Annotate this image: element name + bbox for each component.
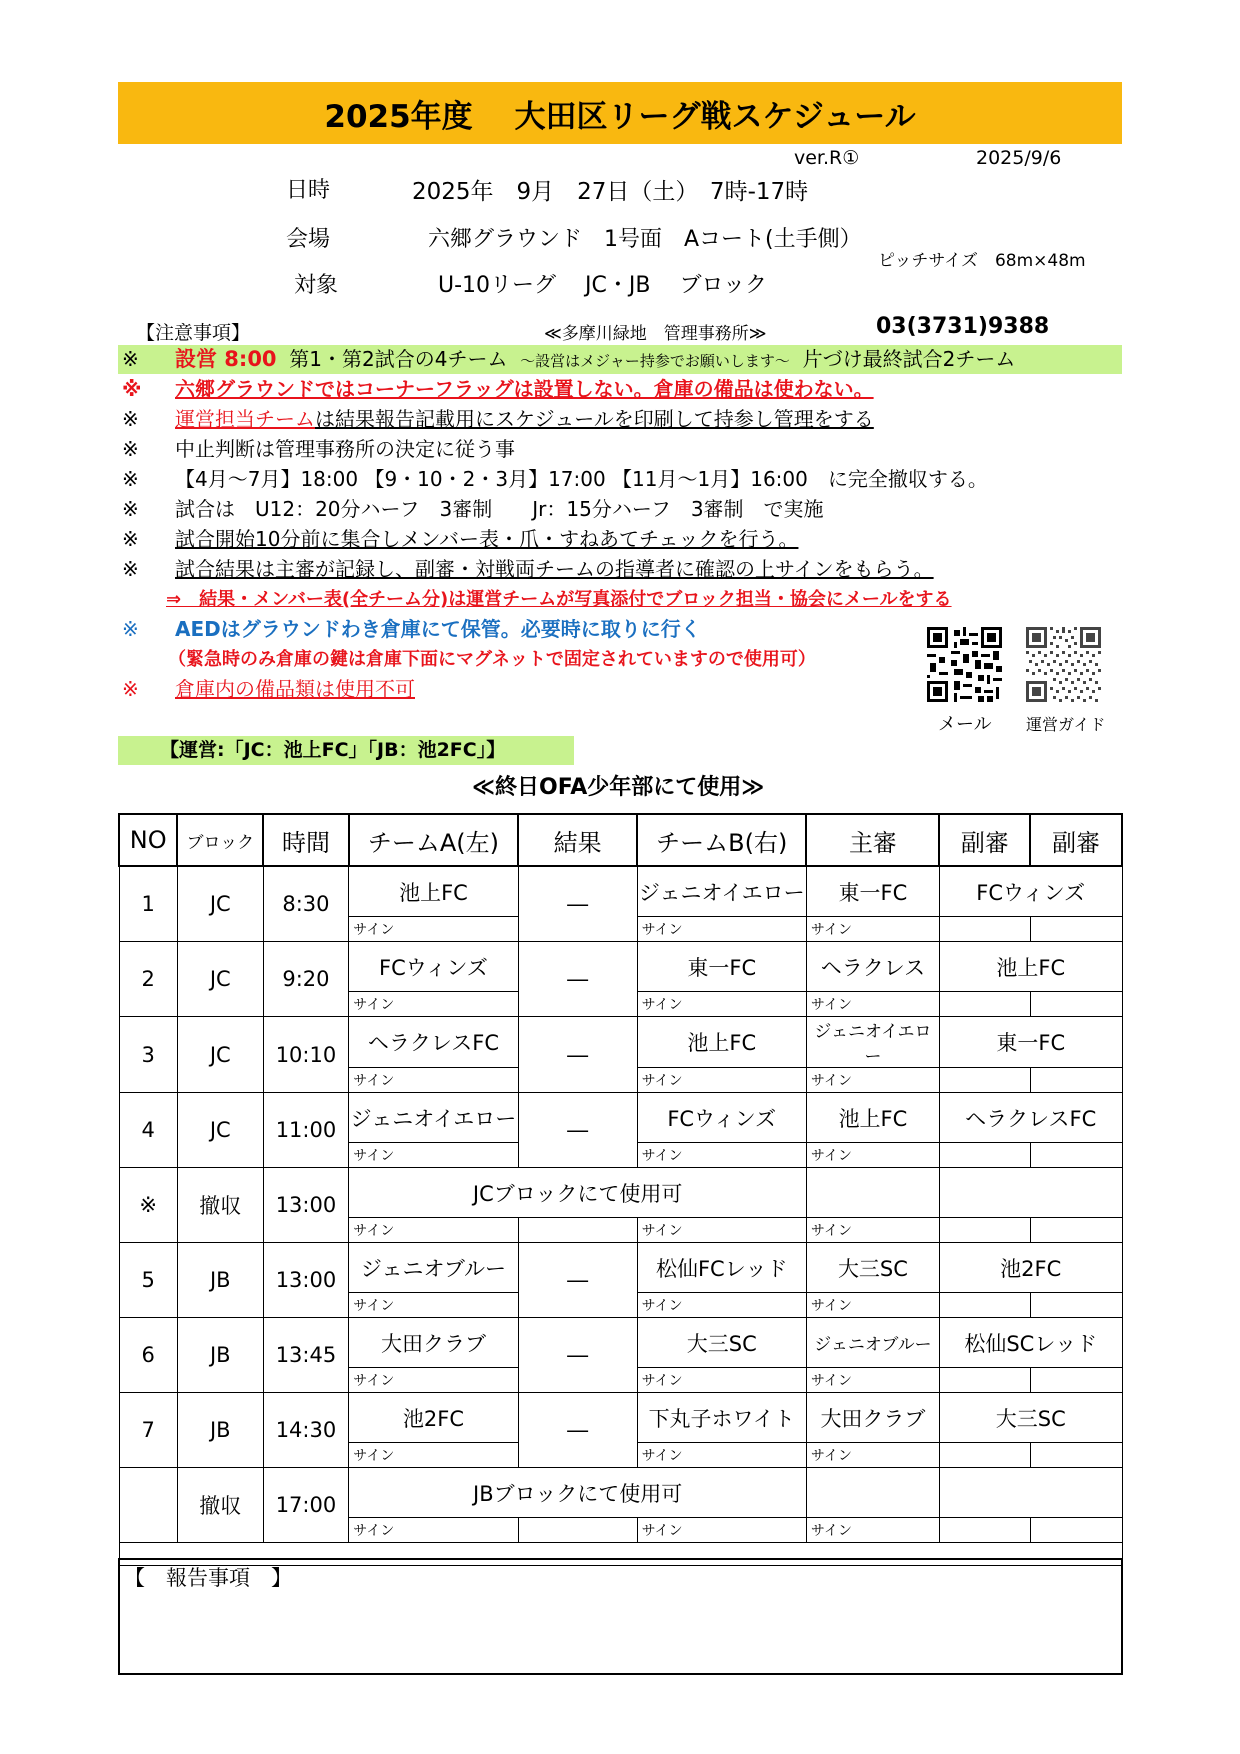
team-a: 大田クラブ (349, 1318, 518, 1368)
assistant-referee: 東一FC (939, 1017, 1122, 1068)
note-text: 試合は U12：20分ハーフ 3審制 Jr：15分ハーフ 3審制 で実施 (175, 497, 824, 521)
note-ops-team (118, 405, 874, 434)
team-a: ジェニオブルー (349, 1243, 518, 1293)
team-b-sign[interactable]: サイン (637, 917, 806, 942)
assistant-1-sign[interactable] (939, 1218, 1030, 1243)
team-a: FCウィンズ (349, 942, 518, 992)
withdraw-text: JCブロックにて使用可 (349, 1168, 807, 1218)
table-row (119, 866, 1122, 917)
assistant-referee: 池2FC (939, 1243, 1122, 1293)
withdraw-label: 撤収 (177, 1168, 263, 1243)
note-mark: ※ (122, 557, 139, 581)
team-b-sign[interactable]: サイン (637, 1443, 806, 1468)
note-mark: ※ (122, 677, 139, 701)
note-text: AEDはグラウンドわき倉庫にて保管。必要時に取りに行く (175, 617, 701, 641)
assistant-2-sign[interactable] (1030, 917, 1122, 942)
operation-teams: 【運営:「JC：池上FC」「JB：池2FC」】 (118, 736, 574, 765)
mail-qr-code[interactable] (927, 627, 1002, 702)
team-a: 池2FC (349, 1393, 518, 1443)
match-block: JB (177, 1243, 263, 1318)
referee-sign[interactable]: サイン (806, 1143, 939, 1168)
assistant-referee: 松仙SCレッド (939, 1318, 1122, 1368)
referee: 池上FC (806, 1093, 939, 1143)
team-b: 松仙FCレッド (637, 1243, 806, 1293)
team-a-sign[interactable]: サイン (349, 992, 518, 1017)
match-block: JB (177, 1318, 263, 1393)
header-no: NO (119, 814, 177, 866)
match-time: 11:00 (263, 1093, 349, 1168)
referee-sign[interactable]: サイン (806, 917, 939, 942)
office-phone: 03(3731)9388 (876, 314, 1050, 339)
note-text: 試合結果は主審が記録し、副審・対戦両チームの指導者に確認の上サインをもらう。 (175, 557, 934, 581)
match-time: 10:10 (263, 1017, 349, 1093)
team-a: ヘラクレスFC (349, 1017, 518, 1068)
result-sign[interactable] (518, 1218, 637, 1243)
match-result: ― (518, 1243, 637, 1318)
table-row (119, 1168, 1122, 1218)
team-b-sign[interactable]: サイン (637, 1293, 806, 1318)
assistant-referee: 大三SC (939, 1393, 1122, 1443)
match-no: 6 (119, 1318, 177, 1393)
match-time: 14:30 (263, 1393, 349, 1468)
match-block: JC (177, 1017, 263, 1093)
table-row (119, 1318, 1122, 1368)
date-value: 2025年 9月 27日（土） 7時-17時 (412, 179, 809, 205)
referee-sign[interactable]: サイン (806, 1218, 939, 1243)
note-corner-flag (118, 375, 874, 404)
assistant-2-sign[interactable] (1030, 1143, 1122, 1168)
match-block: JC (177, 1093, 263, 1168)
empty-cell (806, 1468, 939, 1518)
table-row (119, 1393, 1122, 1443)
date-label: 日時 (286, 178, 331, 203)
table-row (119, 1468, 1122, 1518)
note-mark: ※ (122, 377, 142, 401)
assistant-2-sign[interactable] (1030, 1443, 1122, 1468)
referee-sign[interactable]: サイン (806, 1443, 939, 1468)
table-header (119, 814, 1122, 866)
header-time: 時間 (263, 814, 349, 866)
assistant-1-sign[interactable] (939, 1143, 1030, 1168)
assistant-2-sign[interactable] (1030, 1518, 1122, 1543)
target-label: 対象 (294, 273, 339, 298)
team-a: 池上FC (349, 866, 518, 917)
match-result: ― (518, 1393, 637, 1468)
note-highlight: 運営担当チーム (175, 407, 315, 431)
team-b: 大三SC (637, 1318, 806, 1368)
header-team-b: チームB(右) (637, 814, 806, 866)
referee: ヘラクレス (806, 942, 939, 992)
guide-qr-label: 運営ガイド (1026, 715, 1106, 734)
version: ver.R① (794, 147, 860, 169)
team-b-sign[interactable]: サイン (637, 1068, 806, 1093)
match-result: ― (518, 1017, 637, 1093)
note-text: ⇒ 結果・メンバー表(全チーム分)は運営チームが写真添付でブロック担当・協会にメールをする (166, 589, 952, 610)
header-result: 結果 (518, 814, 637, 866)
match-result: ― (518, 942, 637, 1017)
note-mark: ※ (122, 437, 139, 461)
note-mark: ※ (122, 467, 139, 491)
schedule-table (118, 813, 1123, 1566)
header-team-a: チームA(左) (349, 814, 518, 866)
empty-cell (939, 1468, 1122, 1518)
team-b: 池上FC (637, 1017, 806, 1068)
page-title: 2025年度 大田区リーグ戦スケジュール (324, 98, 916, 135)
referee-sign[interactable]: サイン (806, 1068, 939, 1093)
note-match-format (118, 495, 824, 524)
team-b: ジェニオイエロー (637, 866, 806, 917)
note-mark: ※ (122, 497, 139, 521)
mail-qr-label: メール (938, 714, 992, 735)
match-no: 1 (119, 866, 177, 942)
note-aed (118, 615, 701, 644)
team-a-sign[interactable]: サイン (349, 1293, 518, 1318)
venue-label: 会場 (286, 227, 331, 252)
team-a: ジェニオイエロー (349, 1093, 518, 1143)
note-text: 【4月～7月】18:00 【9・10・2・3月】17:00 【11月～1月】16:00 に完全撤収する。 (175, 467, 988, 491)
setup-tip: ～設営はメジャー持参でお願いします～ (520, 352, 790, 370)
note-withdraw-time (118, 465, 988, 494)
referee-sign[interactable]: サイン (806, 1518, 939, 1543)
guide-qr-code[interactable] (1026, 627, 1101, 702)
withdraw-time: 17:00 (263, 1468, 349, 1543)
assistant-referee: ヘラクレスFC (939, 1093, 1122, 1143)
note-storage (118, 675, 415, 704)
allday-notice: ≪終日OFA少年部にて使用≫ (472, 775, 765, 800)
note-text: 中止判断は管理事務所の決定に従う事 (175, 437, 515, 461)
assistant-1-sign[interactable] (939, 1068, 1030, 1093)
assistant-1-sign[interactable] (939, 1443, 1030, 1468)
assistant-1-sign[interactable] (939, 992, 1030, 1017)
assistant-2-sign[interactable] (1030, 1368, 1122, 1393)
referee: 東一FC (806, 866, 939, 917)
team-b: FCウィンズ (637, 1093, 806, 1143)
referee: 大三SC (806, 1243, 939, 1293)
match-block: JB (177, 1393, 263, 1468)
withdraw-text: JBブロックにて使用可 (349, 1468, 807, 1518)
header-referee: 主審 (806, 814, 939, 866)
team-b: 下丸子ホワイト (637, 1393, 806, 1443)
note-mark: ※ (122, 407, 139, 431)
result-sign[interactable] (518, 1518, 637, 1543)
notice-header: 【注意事項】 (136, 322, 251, 344)
match-no: 4 (119, 1093, 177, 1168)
assistant-1-sign[interactable] (939, 1368, 1030, 1393)
note-cancel (118, 435, 515, 464)
office-label: ≪多摩川緑地 管理事務所≫ (544, 324, 767, 344)
team-b-sign[interactable]: サイン (637, 1368, 806, 1393)
team-a-sign[interactable]: サイン (349, 917, 518, 942)
assistant-2-sign[interactable] (1030, 1068, 1122, 1093)
header-block: ブロック (177, 814, 263, 866)
empty-cell (939, 1168, 1122, 1218)
team-b: 東一FC (637, 942, 806, 992)
report-label: 【 報告事項 】 (124, 1566, 292, 1590)
match-result: ― (518, 866, 637, 942)
assistant-2-sign[interactable] (1030, 992, 1122, 1017)
cleanup-teams: 片づけ最終試合2チーム (802, 347, 1016, 371)
team-a-sign[interactable]: サイン (349, 1518, 518, 1543)
match-time: 13:45 (263, 1318, 349, 1393)
note-report-mail (118, 585, 952, 614)
table-row (119, 1093, 1122, 1143)
assistant-1-sign[interactable] (939, 917, 1030, 942)
target-value: U-10リーグ JC・JB ブロック (438, 273, 768, 298)
date-updated: 2025/9/6 (976, 147, 1062, 169)
note-mark: ※ (122, 617, 139, 641)
match-result: ― (518, 1318, 637, 1393)
match-time: 9:20 (263, 942, 349, 1017)
match-no: 3 (119, 1017, 177, 1093)
match-time: 8:30 (263, 866, 349, 942)
note-text: 六郷グラウンドではコーナーフラッグは設置しない。倉庫の備品は使わない。 (175, 377, 874, 401)
empty-cell (806, 1168, 939, 1218)
assistant-1-sign[interactable] (939, 1293, 1030, 1318)
assistant-2-sign[interactable] (1030, 1218, 1122, 1243)
referee: ジェニオブルー (806, 1318, 939, 1368)
match-result: ― (518, 1093, 637, 1168)
withdraw-no (119, 1468, 177, 1543)
match-no: 2 (119, 942, 177, 1017)
match-block: JC (177, 866, 263, 942)
referee-sign[interactable]: サイン (806, 1368, 939, 1393)
note-setup (118, 345, 1122, 374)
team-b-sign[interactable]: サイン (637, 1218, 806, 1243)
match-no: 5 (119, 1243, 177, 1318)
table-row (119, 1017, 1122, 1068)
assistant-referee: FCウィンズ (939, 866, 1122, 917)
team-b-sign[interactable]: サイン (637, 1143, 806, 1168)
note-checkin (118, 525, 798, 554)
referee: 大田クラブ (806, 1393, 939, 1443)
assistant-2-sign[interactable] (1030, 1293, 1122, 1318)
referee: ジェニオイエロー (806, 1017, 939, 1068)
team-a-sign[interactable]: サイン (349, 1368, 518, 1393)
team-b-sign[interactable]: サイン (637, 992, 806, 1017)
note-text: 倉庫内の備品類は使用不可 (175, 677, 415, 701)
withdraw-no: ※ (119, 1168, 177, 1243)
setup-time: 設営 8:00 (175, 347, 277, 371)
match-block: JC (177, 942, 263, 1017)
team-a-sign[interactable]: サイン (349, 1218, 518, 1243)
assistant-referee: 池上FC (939, 942, 1122, 992)
setup-teams: 第1・第2試合の4チーム (289, 347, 508, 371)
venue-value: 六郷グラウンド 1号面 Aコート(土手側） (428, 227, 862, 252)
note-text: 試合開始10分前に集合しメンバー表・爪・すねあてチェックを行う。 (175, 527, 799, 551)
note-text: （緊急時のみ倉庫の鍵は倉庫下面にマグネットで固定されていますので使用可） (168, 649, 816, 670)
header-assistant-2: 副審 (1030, 814, 1122, 866)
referee-sign[interactable]: サイン (806, 992, 939, 1017)
note-mark: ※ (122, 347, 139, 371)
header-assistant-1: 副審 (939, 814, 1030, 866)
table-row (119, 1243, 1122, 1293)
table-row (119, 942, 1122, 992)
match-no: 7 (119, 1393, 177, 1468)
assistant-1-sign[interactable] (939, 1518, 1030, 1543)
pitch-size: ピッチサイズ 68m×48m (878, 251, 1086, 271)
withdraw-label: 撤収 (177, 1468, 263, 1543)
referee-sign[interactable]: サイン (806, 1293, 939, 1318)
team-b-sign[interactable]: サイン (637, 1518, 806, 1543)
team-a-sign[interactable]: サイン (349, 1143, 518, 1168)
match-time: 13:00 (263, 1243, 349, 1318)
note-text: は結果報告記載用にスケジュールを印刷して持参し管理をする (315, 407, 874, 431)
note-key (118, 645, 816, 674)
title-bar (118, 82, 1122, 144)
withdraw-time: 13:00 (263, 1168, 349, 1243)
team-a-sign[interactable]: サイン (349, 1068, 518, 1093)
note-mark: ※ (122, 527, 139, 551)
team-a-sign[interactable]: サイン (349, 1443, 518, 1468)
note-result (118, 555, 934, 584)
